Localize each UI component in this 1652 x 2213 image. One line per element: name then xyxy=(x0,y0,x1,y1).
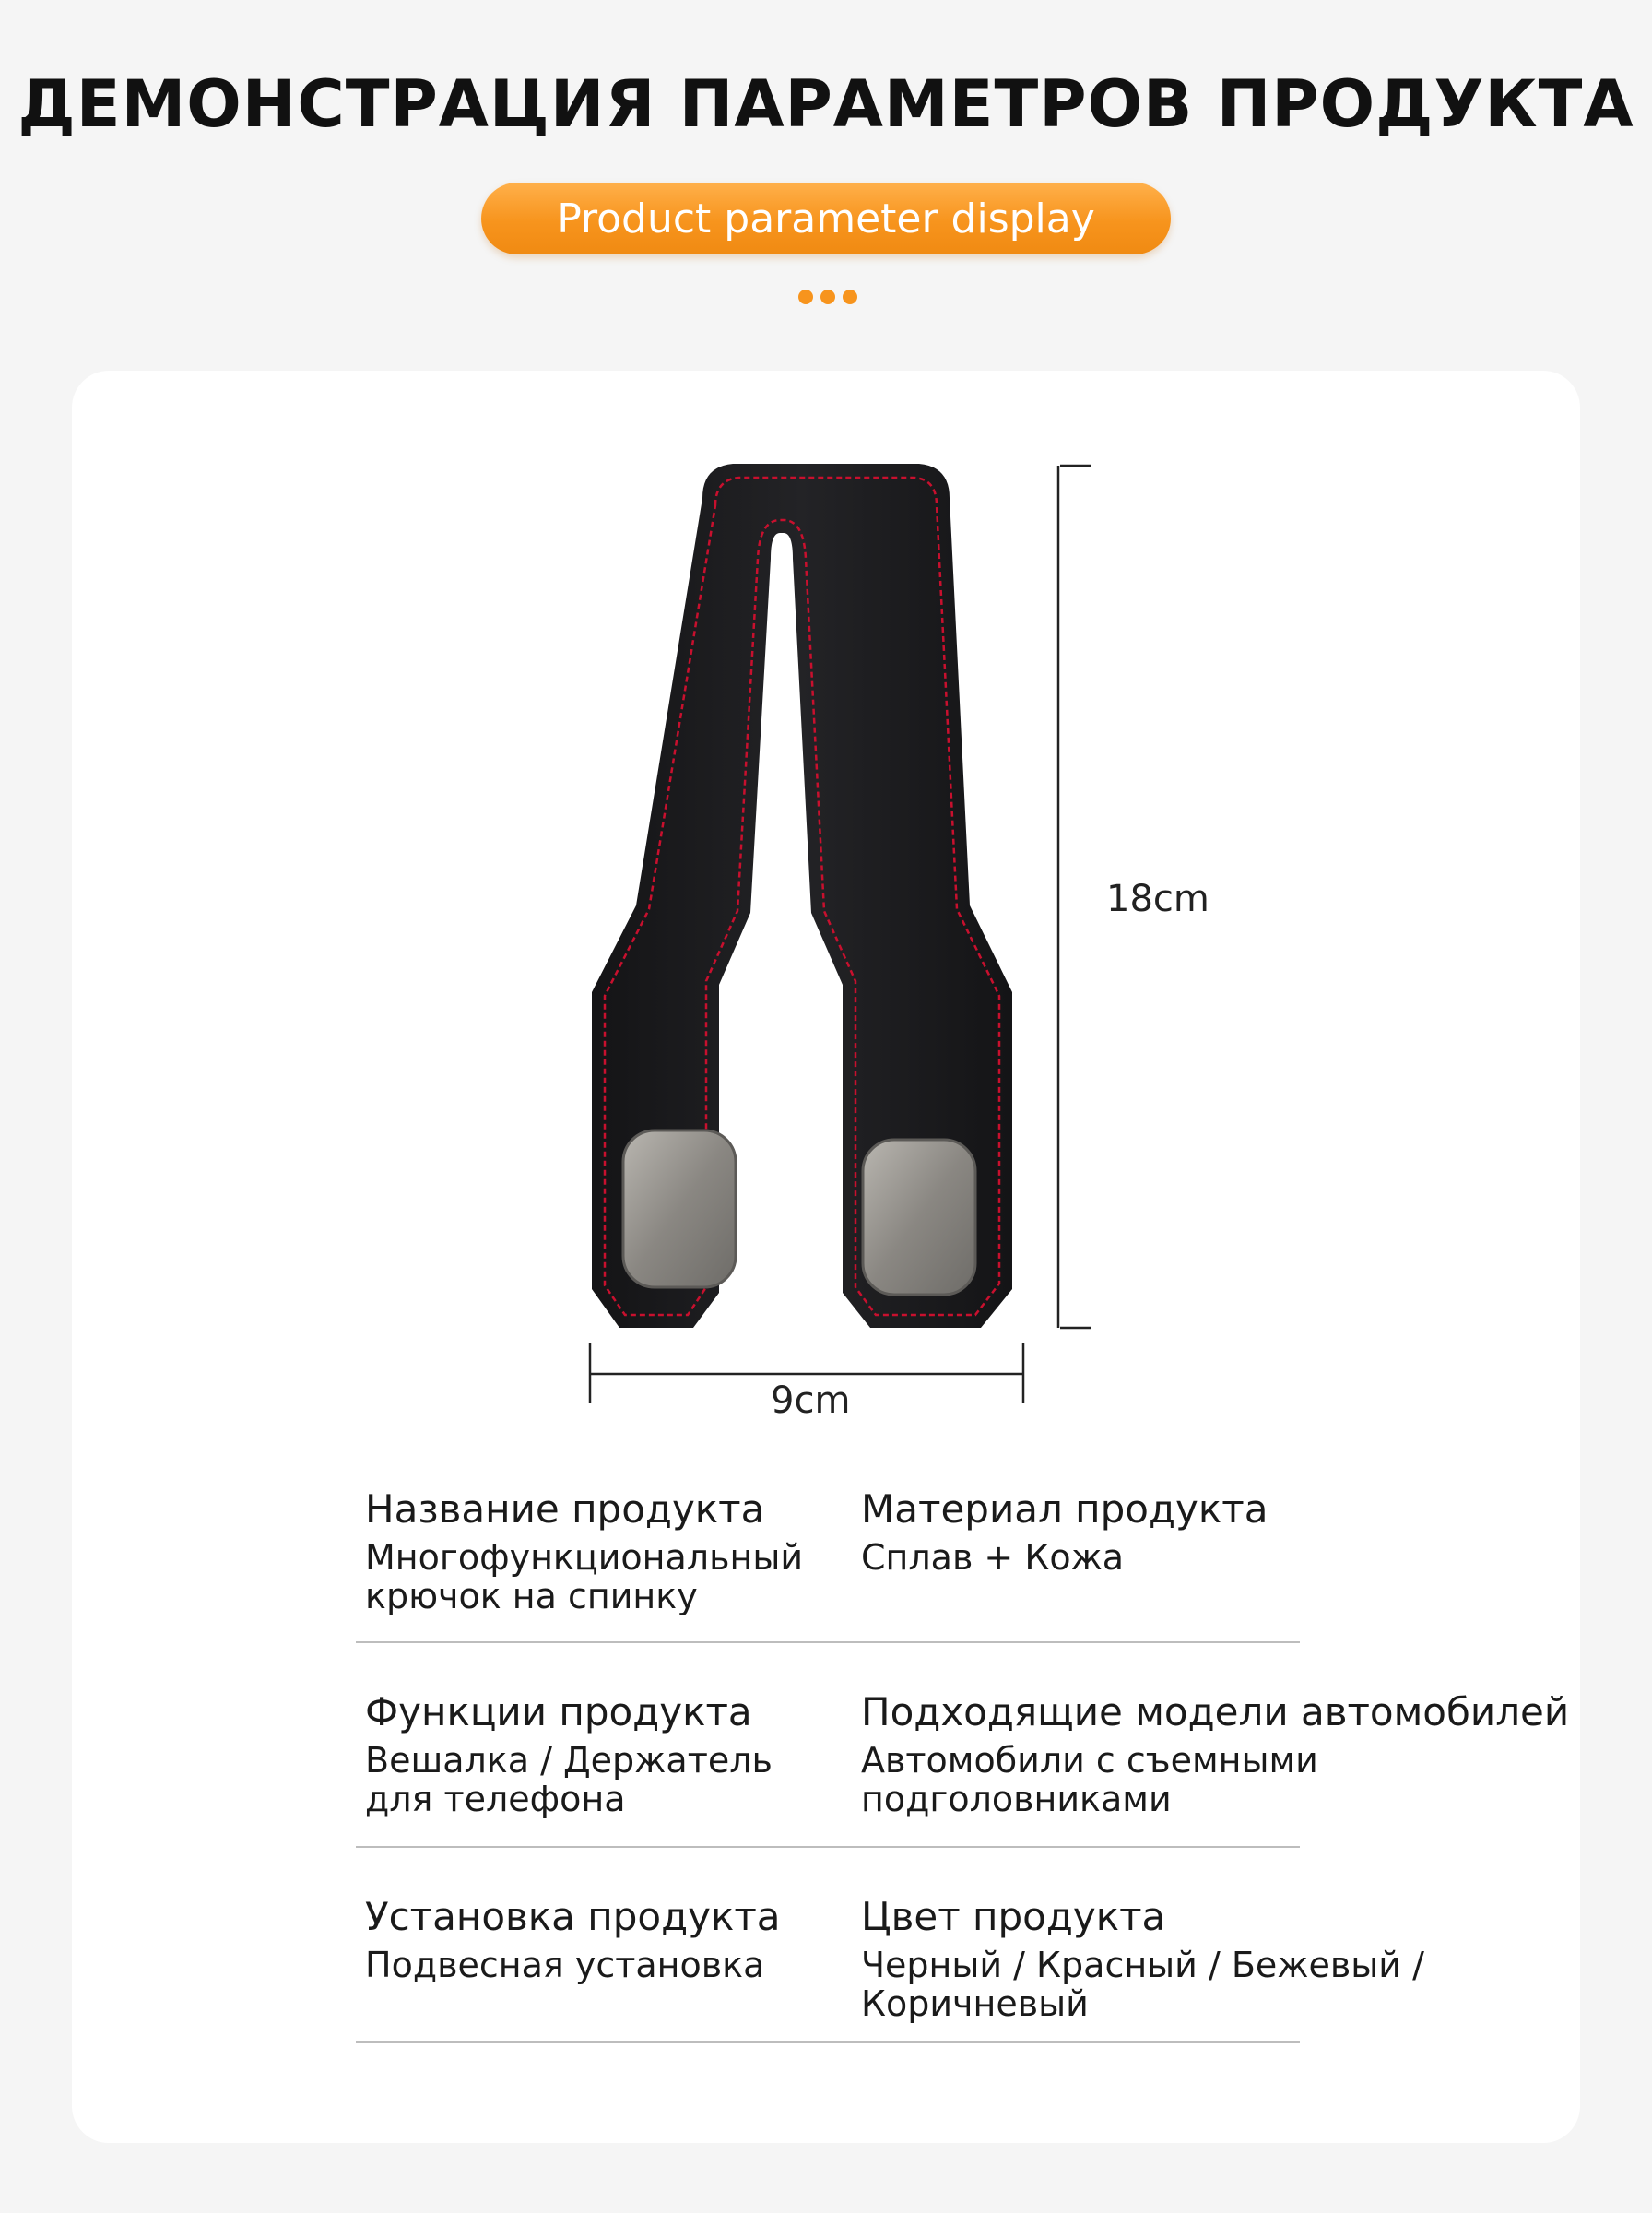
spec-label: Установка продукта xyxy=(365,1894,781,1939)
spec-value: Вешалка / Держатель для телефона xyxy=(365,1740,773,1819)
divider xyxy=(356,1641,1300,1643)
spec-value: Черный / Красный / Бежевый / Коричневый xyxy=(861,1945,1424,2024)
spec-label: Название продукта xyxy=(365,1486,765,1532)
divider xyxy=(356,2041,1300,2043)
width-label: 9cm xyxy=(771,1379,851,1422)
spec-label: Цвет продукта xyxy=(861,1894,1166,1939)
spec-item-color xyxy=(861,1894,1525,2023)
height-dimension-line xyxy=(1058,466,1092,1328)
spec-value: Сплав + Кожа xyxy=(861,1537,1125,1578)
spec-value: Автомобили с съемными подголовниками xyxy=(861,1740,1318,1819)
metal-plate-right xyxy=(863,1140,975,1295)
spec-label: Материал продукта xyxy=(861,1486,1268,1532)
spec-value: Многофункциональный крючок на спинку xyxy=(365,1537,804,1616)
spec-item-material xyxy=(861,1486,1525,1577)
page-title: ДЕМОНСТРАЦИЯ ПАРАМЕТРОВ ПРОДУКТА xyxy=(18,66,1634,142)
divider xyxy=(356,1846,1300,1848)
spec-item-car-models xyxy=(861,1689,1570,1819)
spec-value: Подвесная установка xyxy=(365,1945,765,1985)
height-label: 18cm xyxy=(1106,878,1210,920)
spec-label: Функции продукта xyxy=(365,1689,752,1734)
section-badge-label: Product parameter display xyxy=(557,195,1095,243)
spec-label: Подходящие модели автомобилей xyxy=(861,1689,1570,1734)
metal-plate-left xyxy=(623,1130,736,1287)
